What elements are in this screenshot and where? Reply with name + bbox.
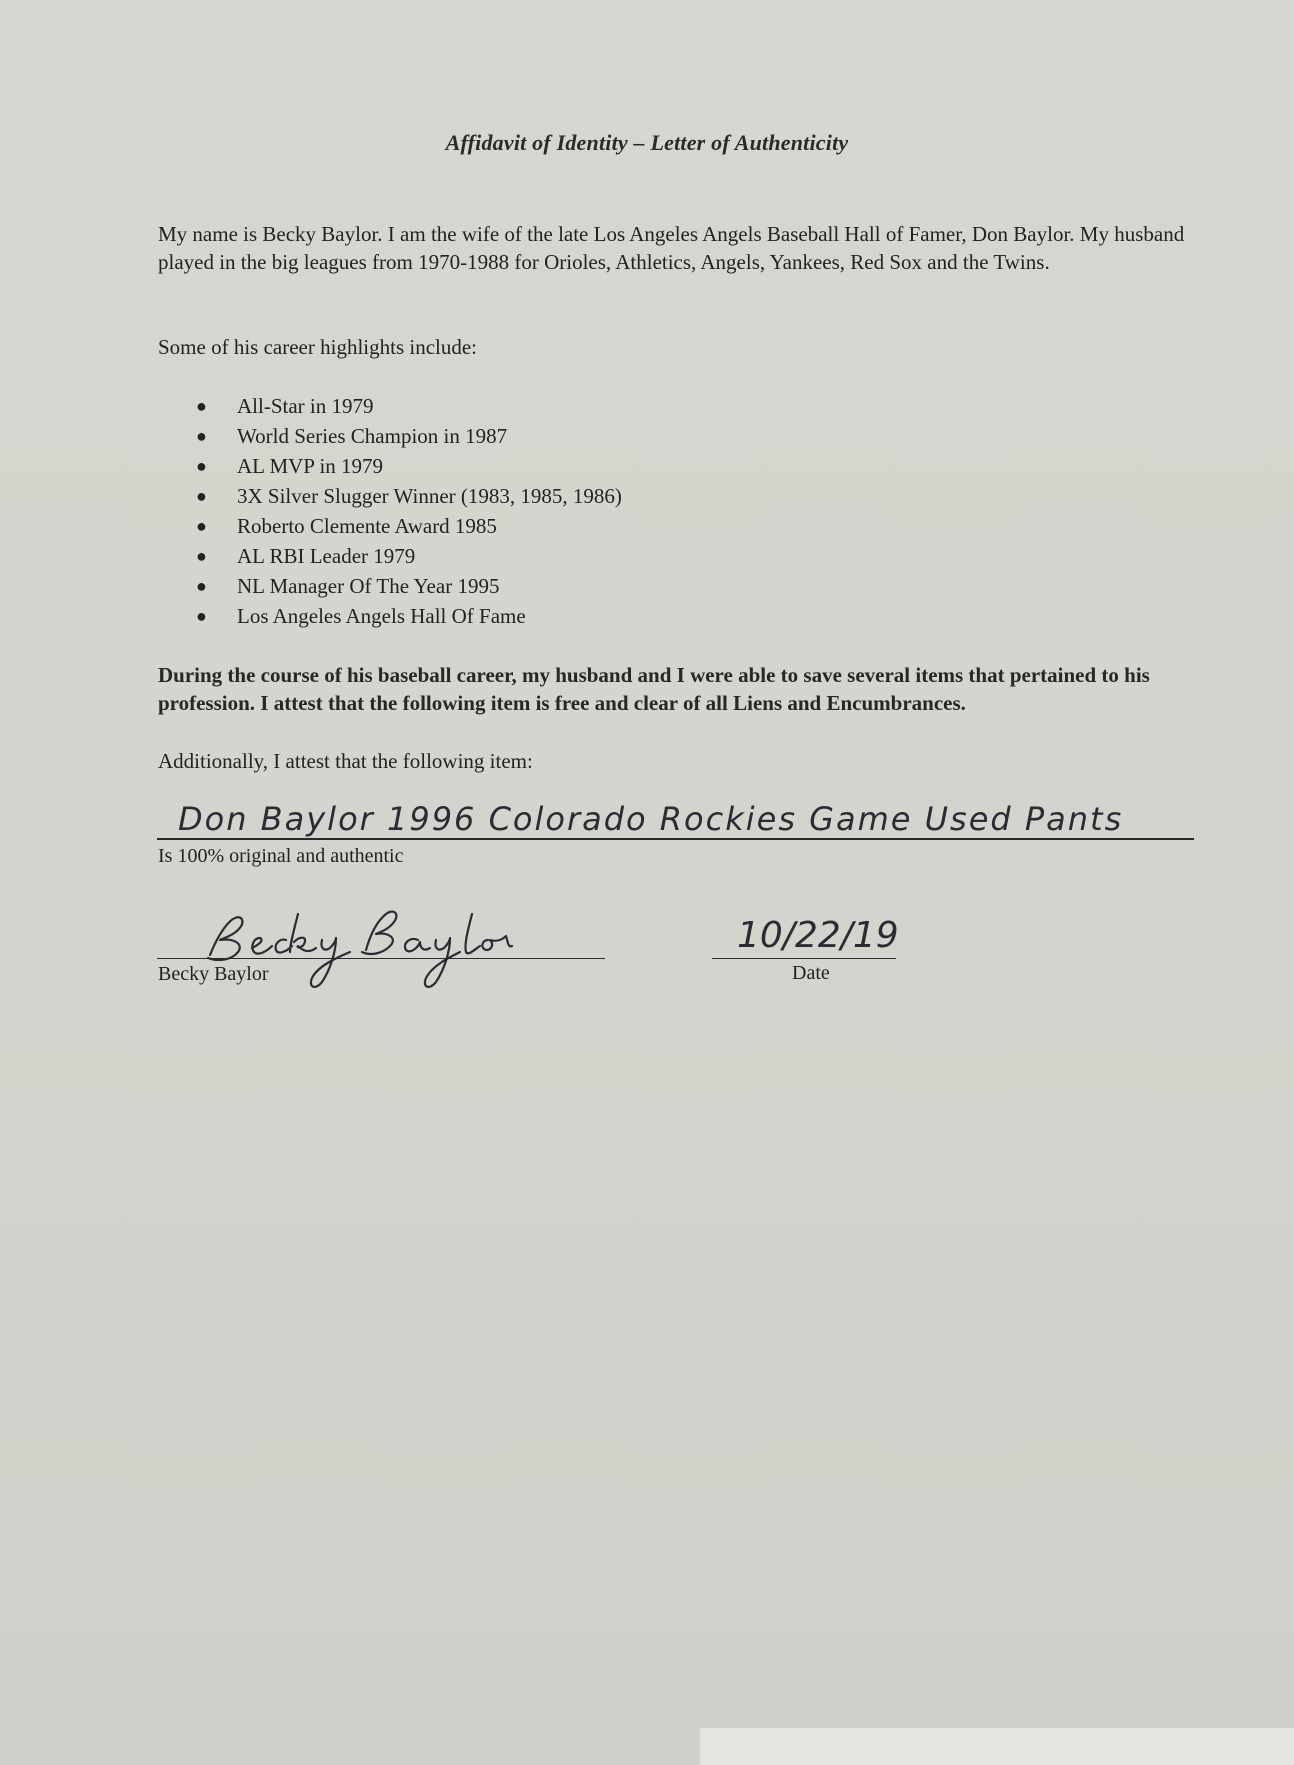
bullet-icon: ● [196, 396, 207, 416]
bullet-icon: ● [196, 486, 207, 506]
bullet-icon: ● [196, 576, 207, 596]
document-title: Affidavit of Identity – Letter of Authenticity [445, 130, 849, 155]
item-description-handwritten: Don Baylor 1996 Colorado Rockies Game Used Pants [178, 800, 1124, 838]
date-handwritten: 10/22/19 [737, 915, 899, 956]
list-item: ● World Series Champion in 1987 [196, 421, 622, 451]
signature-name-label: Becky Baylor [158, 963, 269, 985]
bullet-icon: ● [196, 456, 207, 476]
item-line [157, 838, 1194, 840]
list-item: ● 3X Silver Slugger Winner (1983, 1985, 1986) [196, 481, 622, 511]
highlights-list [196, 391, 622, 631]
bullet-icon: ● [196, 426, 207, 446]
date-label: Date [792, 962, 830, 984]
bullet-icon: ● [196, 606, 207, 626]
list-item: ● Roberto Clemente Award 1985 [196, 511, 622, 541]
highlights-intro: Some of his career highlights include: [158, 335, 478, 359]
intro-paragraph: My name is Becky Baylor. I am the wife of the late Los Angeles Angels Baseball Hall of Famer, Don Baylor. My husband played in the big leagues from 1970-1988 for Orioles, Athletics, Angels, Yankees, Red Sox and the Twins. [158, 222, 1185, 274]
list-item: ● All-Star in 1979 [196, 391, 622, 421]
career-statement: During the course of his baseball career, my husband and I were able to save several items that pertained to his profession. I attest that the following item is free and clear of all Liens and Encumbrances. [158, 663, 1150, 715]
signature-line [157, 958, 605, 959]
bullet-icon: ● [196, 516, 207, 536]
item-caption: Is 100% original and authentic [158, 845, 404, 867]
scan-edge-strip [700, 1728, 1294, 1765]
list-item: ● AL MVP in 1979 [196, 451, 622, 481]
date-line [712, 958, 896, 959]
bullet-icon: ● [196, 546, 207, 566]
list-item: ● Los Angeles Angels Hall Of Fame [196, 601, 622, 631]
list-item: ● NL Manager Of The Year 1995 [196, 571, 622, 601]
list-item: ● AL RBI Leader 1979 [196, 541, 622, 571]
attest-intro: Additionally, I attest that the following item: [158, 749, 533, 773]
